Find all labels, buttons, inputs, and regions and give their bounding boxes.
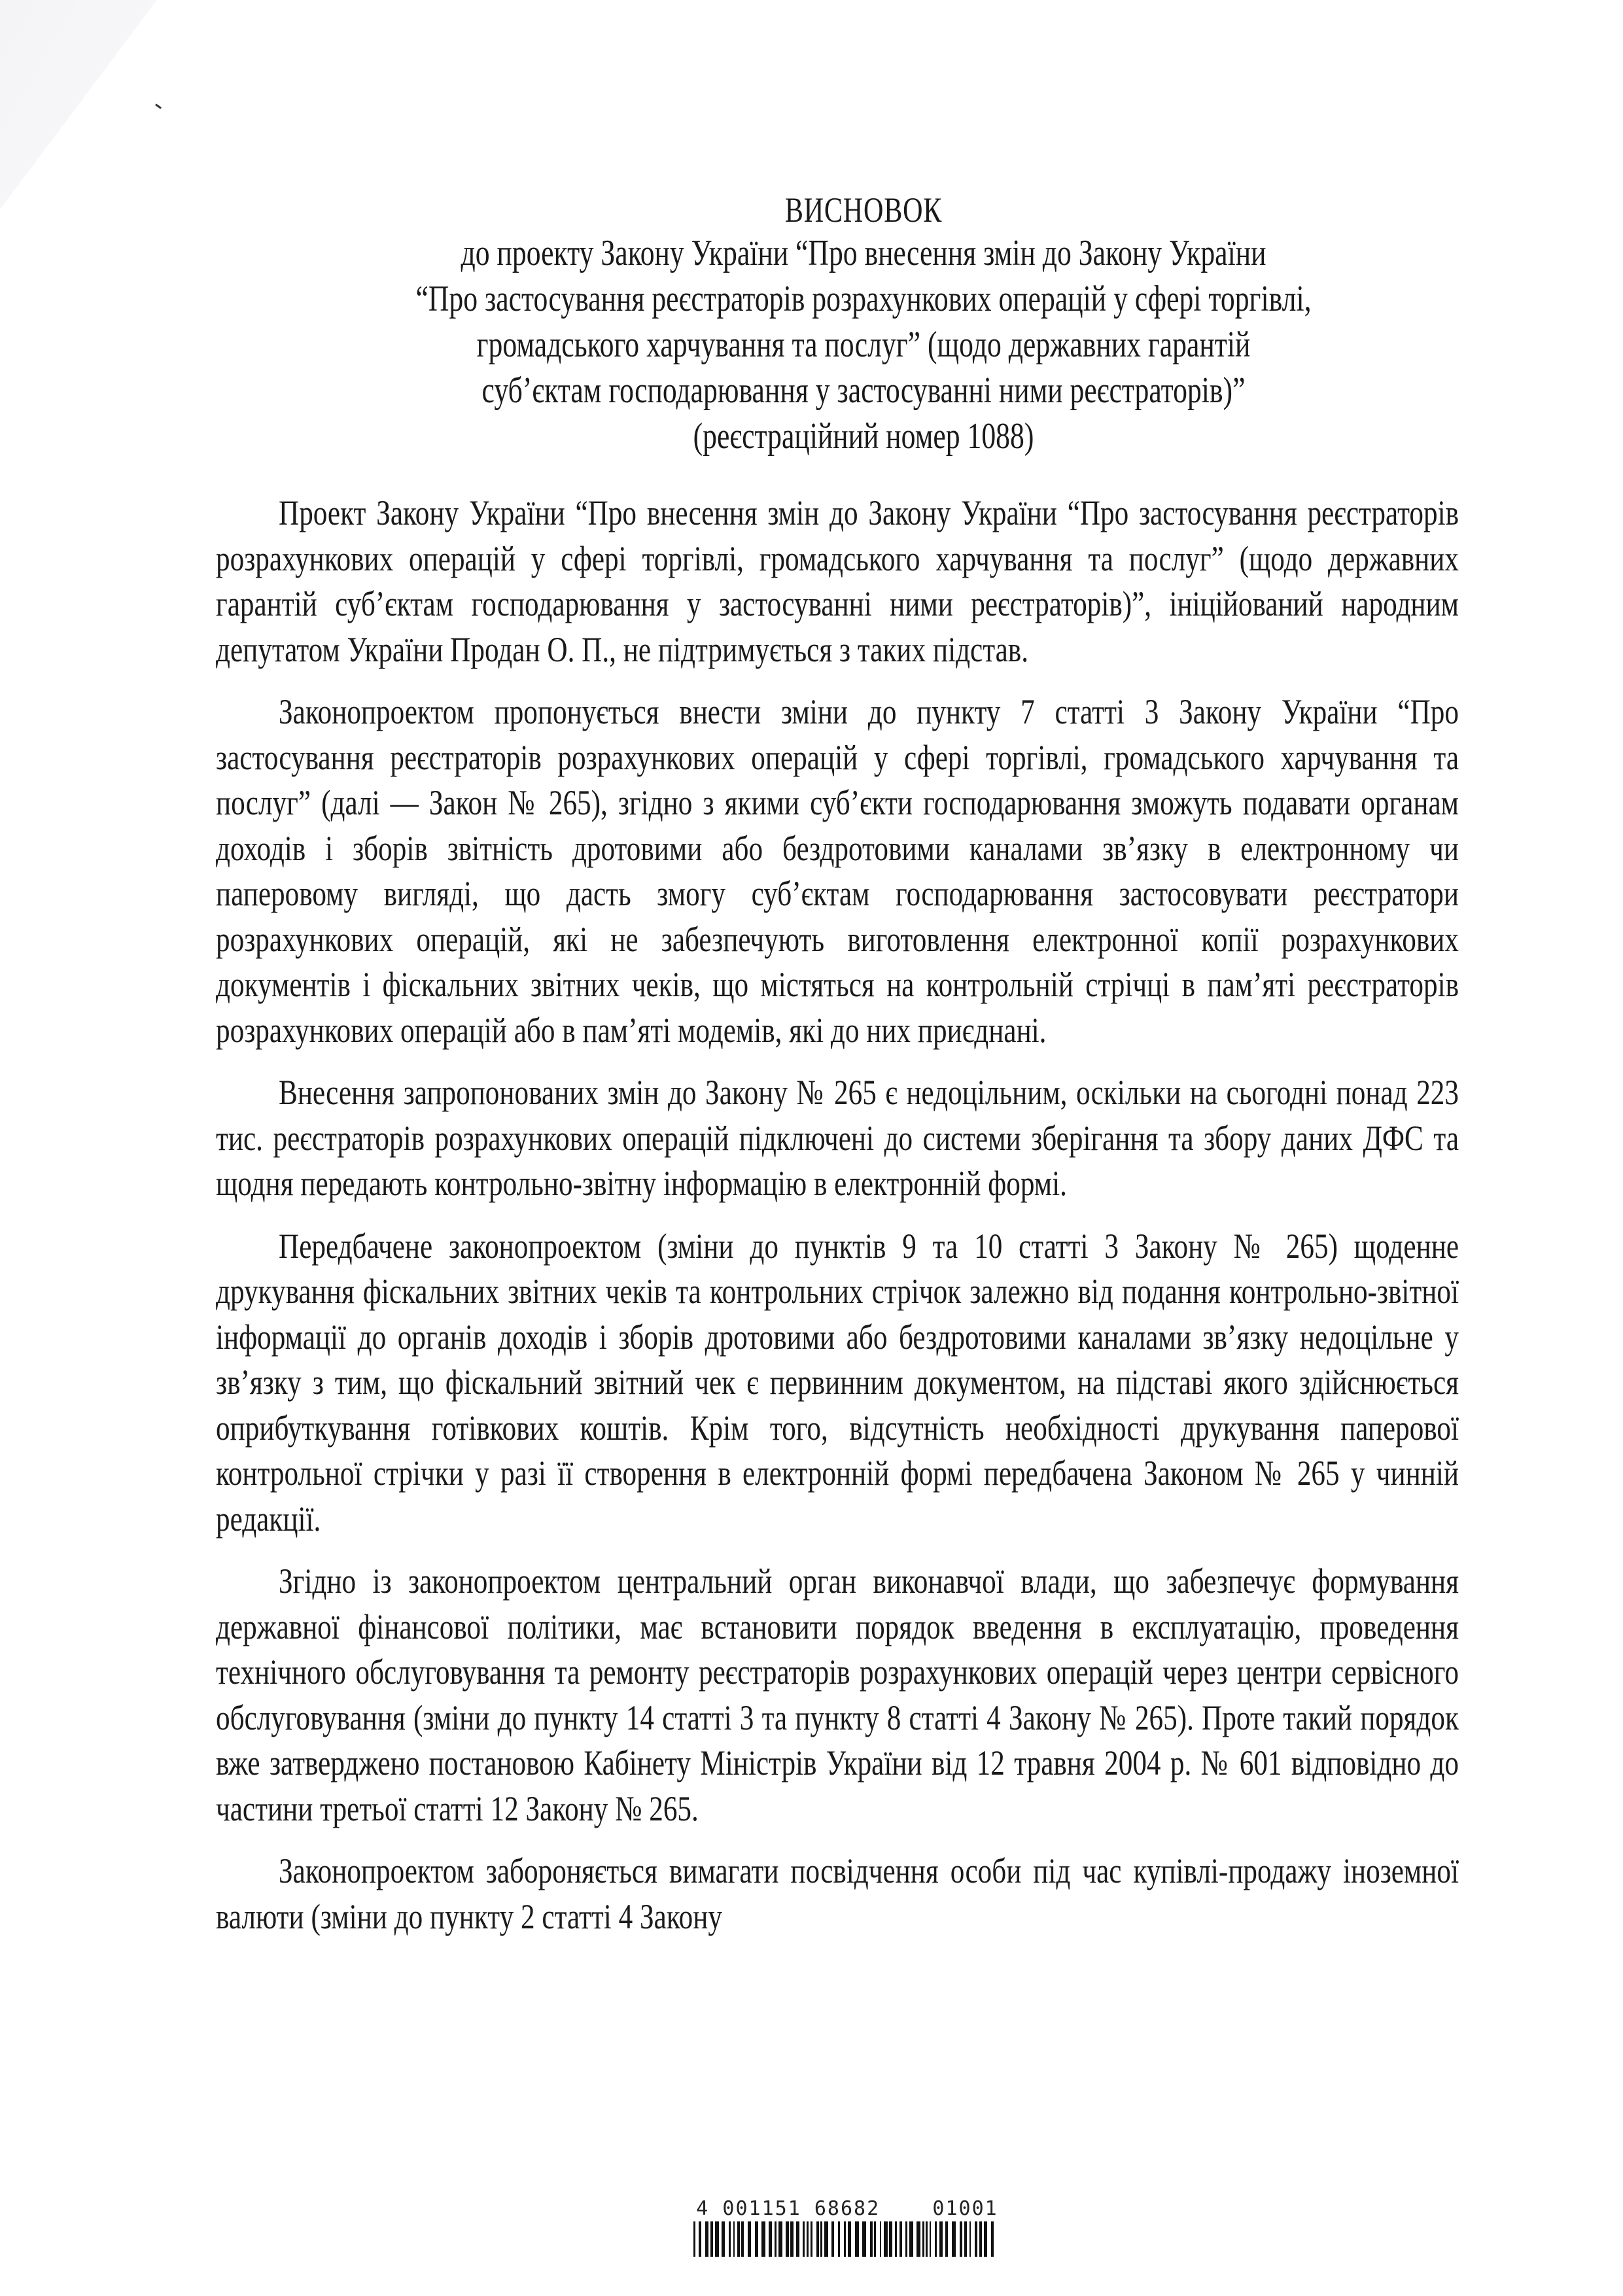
subtitle-line: до проекту Закону України “Про внесення змін до Закону України [461, 233, 1266, 273]
barcode-bar [838, 2221, 840, 2257]
barcode-bar [964, 2221, 967, 2257]
paragraph-proposal: Законопроектом пропонується внести зміни до пункту 7 статті 3 Закону України “Про застосування реєстраторів розрахункових операцій у сфері торгівлі, громадського харчування та послуг” (далі — Закон № 265), згідно з якими суб’єкти господарювання зможуть подавати органам доходів і зборів звітність дротовими або бездротовими каналами зв’язку в електронному чи паперовому вигляді, що дасть змогу суб’єктам господарювання застосовувати реєстратори розрахункових операцій, які не забезпечують виготовлення електронної копії розрахункових документів і фіскальних звітних чеків, що містяться на контрольній стрічці в пам’яті реєстраторів розрахункових операцій або в пам’яті модемів, які до них приєднані. [216, 692, 1459, 1050]
barcode-bar [755, 2221, 758, 2257]
barcode-bar [737, 2221, 740, 2257]
barcode-bar [699, 2221, 701, 2257]
document-title: ВИСНОВОК [784, 190, 943, 230]
page-corner-fold [0, 0, 157, 275]
barcode-bar [969, 2221, 971, 2257]
barcode-bar [960, 2221, 962, 2257]
barcode-bar [930, 2221, 931, 2257]
barcode-bar [844, 2221, 846, 2257]
barcode-bars [693, 2221, 1001, 2257]
barcode-bar [889, 2221, 892, 2257]
document-body [216, 491, 1459, 1957]
barcode-bar [922, 2221, 924, 2257]
barcode-bar [874, 2221, 876, 2257]
barcode-bar [733, 2221, 735, 2257]
paragraph-intro: Проект Закону України “Про внесення змін до Закону України “Про застосування реєстраторів розрахункових операцій у сфері торгівлі, громадського харчування та послуг” (щодо державних гарантій суб’єктам господарювання у застосуванні ними реєстраторів)”, ініційований народним депутатом України Продан О. П., не підтримується з таких підстав. [216, 493, 1459, 669]
barcode-bar [741, 2221, 744, 2257]
barcode-bar [722, 2221, 725, 2257]
paragraph-printing: Передбачене законопроектом (зміни до пунктів 9 та 10 статті 3 Закону № 265) щоденне друкування фіскальних звітних чеків та контрольних стрічок залежно від подання контрольно-звітної інформації до органів доходів і зборів дротовими або бездротовими каналами зв’язку недоцільне у зв’язку з тим, що фіскальний звітний чек є первинним документом, на підставі якого здійснюється оприбуткування готівкових коштів. Крім того, відсутність необхідності друкування паперової контрольної стрічки у разі її створення в електронній формі передбачена Законом № 265 у чинній редакції. [216, 1226, 1459, 1539]
barcode-bar [848, 2221, 851, 2257]
barcode-digits: 4 001151 68682 01001 [696, 2197, 998, 2220]
barcode-bar [880, 2221, 881, 2257]
barcode-bar [778, 2221, 782, 2257]
barcode-bar [895, 2221, 897, 2257]
barcode-bar [916, 2221, 920, 2257]
barcode-bar [926, 2221, 928, 2257]
subtitle-line: громадського харчування та послуг” (щодо державних гарантій [476, 324, 1251, 365]
barcode-bar [820, 2221, 822, 2257]
barcode-bar [884, 2221, 888, 2257]
barcode-bar [824, 2221, 828, 2257]
document-header [275, 190, 1452, 459]
barcode-bar [807, 2221, 809, 2257]
barcode-bar [748, 2221, 751, 2257]
paragraph-inexpedient: Внесення запропонованих змін до Закону № 265 є недоцільним, оскільки на сьогодні понад 223 тис. реєстраторів розрахункових операцій підключені до системи зберігання та збору даних ДФС та щодня передають контрольно-звітну інформацію в електронній формі. [216, 1073, 1459, 1203]
scan-speck [155, 103, 162, 109]
barcode-bar [693, 2221, 695, 2257]
barcode-bar [952, 2221, 956, 2257]
subtitle-line: “Про застосування реєстраторів розрахункових операцій у сфері торгівлі, [415, 279, 1312, 319]
barcode-bar [715, 2221, 719, 2257]
barcode-bar [790, 2221, 794, 2257]
barcode-bar [905, 2221, 907, 2257]
barcode-bar [729, 2221, 731, 2257]
barcode-bar [705, 2221, 708, 2257]
barcode-bar [775, 2221, 777, 2257]
barcode-bar [855, 2221, 859, 2257]
barcode-bar [803, 2221, 805, 2257]
barcode-bar [975, 2221, 977, 2257]
barcode-bar [935, 2221, 937, 2257]
subtitle-line: суб’єктам господарювання у застосуванні ними реєстраторів)” [481, 370, 1246, 411]
barcode-bar [761, 2221, 765, 2257]
barcode-bar [786, 2221, 789, 2257]
paragraph-currency: Законопроектом забороняється вимагати посвідчення особи під час купівлі-продажу іноземної валюти (зміни до пункту 2 статті 4 Закону [216, 1851, 1459, 1936]
barcode-bar [769, 2221, 772, 2257]
barcode-bar [831, 2221, 834, 2257]
barcode-bar [796, 2221, 799, 2257]
barcode-bar [945, 2221, 948, 2257]
barcode-bar [862, 2221, 866, 2257]
barcode [693, 2198, 1001, 2257]
barcode-bar [991, 2221, 994, 2257]
barcode-bar [710, 2221, 713, 2257]
barcode-bar [811, 2221, 812, 2257]
barcode-bar [979, 2221, 982, 2257]
barcode-bar [909, 2221, 913, 2257]
barcode-bar [939, 2221, 943, 2257]
barcode-bar [984, 2221, 987, 2257]
registration-number: (реєстраційний номер 1088) [693, 416, 1034, 457]
barcode-bar [899, 2221, 902, 2257]
barcode-bar [816, 2221, 819, 2257]
paragraph-service-order: Згідно із законопроектом центральний орган виконавчої влади, що забезпечує формування державної фінансової політики, має встановити порядок введення в експлуатацію, проведення технічного обслуговування та ремонту реєстраторів розрахункових операцій через центри сервісного обслуговування (зміни до пункту 14 статті 3 та пункту 8 статті 4 Закону № 265). Проте такий порядок вже затверджено постановою Кабінету Міністрів України від 12 травня 2004 р. № 601 відповідно до частини третьої статті 12 Закону № 265. [216, 1561, 1459, 1828]
barcode-bar [870, 2221, 873, 2257]
